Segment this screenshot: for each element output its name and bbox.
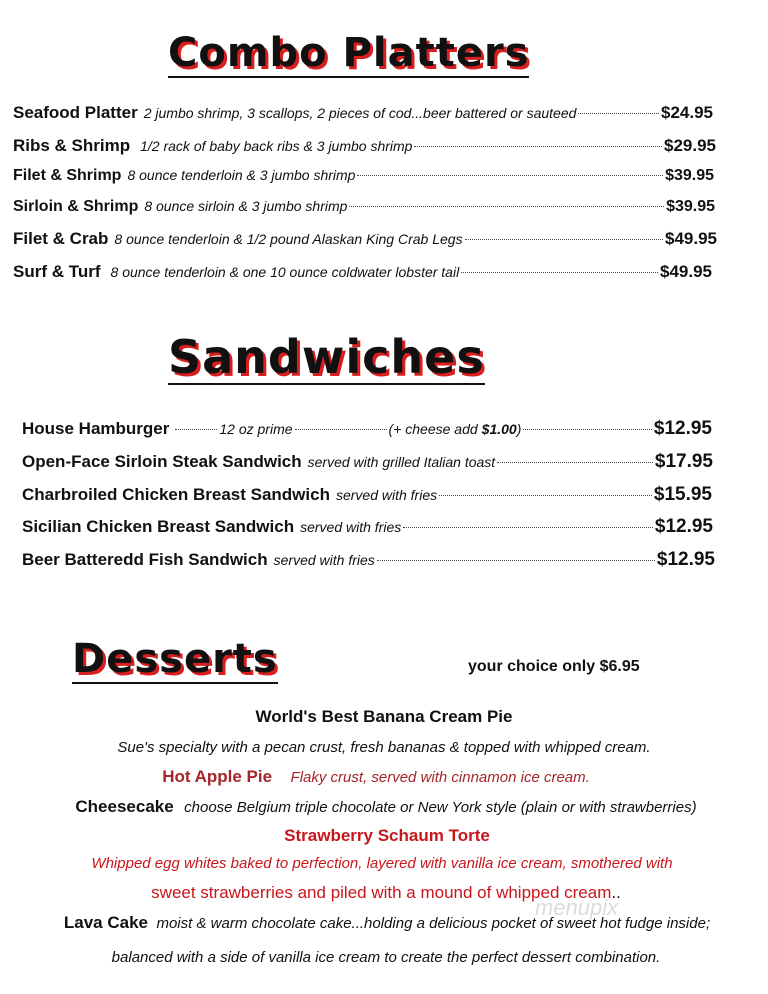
desserts-heading: Desserts bbox=[72, 636, 278, 682]
menu-item bbox=[13, 229, 717, 249]
item-price: $49.95 bbox=[665, 229, 717, 248]
lava-cake-name: Lava Cake bbox=[63, 913, 149, 932]
item-name: Filet & Shrimp bbox=[13, 167, 122, 184]
menu-item bbox=[13, 103, 713, 123]
menu-item bbox=[13, 167, 714, 185]
item-name: Beer Batteredd Fish Sandwich bbox=[22, 550, 268, 569]
item-name: Sirloin & Shrimp bbox=[13, 198, 139, 215]
item-description: served with grilled Italian toast bbox=[307, 454, 496, 470]
item-price: $15.95 bbox=[653, 484, 712, 505]
schaum-torte-description-text: sweet strawberries and piled with a mound of whipped cream bbox=[151, 883, 612, 902]
item-name: Seafood Platter bbox=[13, 103, 138, 122]
item-name: Open-Face Sirloin Steak Sandwich bbox=[22, 452, 302, 471]
item-name: Charbroiled Chicken Breast Sandwich bbox=[22, 485, 330, 504]
menu-item bbox=[22, 549, 715, 571]
dot-leader bbox=[295, 429, 387, 430]
cheesecake-description: choose Belgium triple chocolate or New York style (plain or with strawberries) bbox=[184, 799, 697, 816]
dot-leader bbox=[175, 429, 217, 430]
menu-item bbox=[22, 451, 713, 473]
dot-leader bbox=[523, 429, 652, 430]
item-description: 2 jumbo shrimp, 3 scallops, 2 pieces of cod...beer battered or sauteed bbox=[143, 105, 577, 121]
item-description: served with fries bbox=[300, 519, 402, 535]
item-description: 12 oz prime bbox=[219, 421, 293, 437]
banana-pie-name: World's Best Banana Cream Pie bbox=[255, 707, 513, 726]
item-price: $49.95 bbox=[660, 262, 712, 281]
item-price: $39.95 bbox=[666, 198, 715, 215]
cheese-price: $1.00 bbox=[481, 421, 517, 437]
menu-item bbox=[13, 198, 715, 216]
item-description: ) bbox=[516, 421, 522, 437]
lava-cake-description: moist & warm chocolate cake...holding a delicious pocket of sweet hot fudge inside; bbox=[156, 915, 711, 932]
dot-leader bbox=[403, 527, 653, 528]
dot-leader bbox=[461, 272, 658, 273]
apple-pie-description: Flaky crust, served with cinnamon ice cream. bbox=[290, 769, 590, 786]
dot-leader bbox=[497, 462, 653, 463]
dot-leader bbox=[414, 146, 662, 147]
item-description: 8 ounce sirloin & 3 jumbo shrimp bbox=[144, 198, 348, 214]
item-description: 8 ounce tenderloin & 1/2 pound Alaskan King Crab Legs bbox=[114, 231, 463, 247]
dot-leader bbox=[377, 560, 655, 561]
combo-platters-heading: Combo Platters bbox=[168, 30, 530, 76]
item-price: $12.95 bbox=[656, 549, 715, 570]
dessert-price-note: your choice only $6.95 bbox=[468, 658, 640, 675]
item-name: House Hamburger bbox=[22, 419, 170, 438]
lava-cake-description-2: balanced with a side of vanilla ice cream to create the perfect dessert combination. bbox=[111, 949, 661, 966]
watermark: menupix bbox=[535, 895, 619, 920]
dot-leader bbox=[465, 239, 663, 240]
banana-pie-description: Sue's specialty with a pecan crust, fresh bananas & topped with whipped cream. bbox=[117, 739, 651, 756]
item-price: $12.95 bbox=[653, 418, 712, 439]
item-price: $17.95 bbox=[654, 451, 713, 472]
menu-item bbox=[22, 418, 712, 440]
item-price: $29.95 bbox=[664, 136, 716, 155]
item-name: Sicilian Chicken Breast Sandwich bbox=[22, 517, 295, 536]
item-description: (+ cheese add bbox=[388, 421, 478, 437]
schaum-torte-ellipsis: .. bbox=[611, 883, 621, 902]
schaum-torte-description-2 bbox=[2, 883, 768, 903]
lava-cake-line bbox=[3, 913, 768, 933]
apple-pie-name: Hot Apple Pie bbox=[162, 767, 273, 786]
item-description: 1/2 rack of baby back ribs & 3 jumbo shrimp bbox=[140, 138, 413, 154]
apple-pie-line bbox=[0, 767, 760, 787]
cheesecake-line bbox=[2, 797, 768, 817]
schaum-torte-description: Whipped egg whites baked to perfection, layered with vanilla ice cream, smothered with bbox=[91, 855, 673, 872]
item-price: $12.95 bbox=[654, 516, 713, 537]
item-description: 8 ounce tenderloin & 3 jumbo shrimp bbox=[127, 167, 356, 183]
schaum-torte-name: Strawberry Schaum Torte bbox=[284, 826, 490, 845]
item-name: Filet & Crab bbox=[13, 229, 109, 248]
dot-leader bbox=[439, 495, 652, 496]
dot-leader bbox=[578, 113, 659, 114]
item-name: Surf & Turf bbox=[13, 262, 101, 281]
menu-item bbox=[13, 136, 716, 156]
menu-item bbox=[13, 262, 712, 282]
item-price: $39.95 bbox=[665, 167, 714, 184]
sandwiches-heading: Sandwiches bbox=[168, 330, 485, 384]
cheesecake-name: Cheesecake bbox=[75, 797, 174, 816]
menu-item bbox=[22, 484, 712, 506]
item-description: served with fries bbox=[335, 487, 438, 503]
dot-leader bbox=[357, 175, 663, 176]
item-price: $24.95 bbox=[661, 103, 713, 122]
menu-item bbox=[22, 516, 713, 538]
dot-leader bbox=[349, 206, 664, 207]
item-description: 8 ounce tenderloin & one 10 ounce coldwater lobster tail bbox=[110, 264, 460, 280]
item-description: served with fries bbox=[273, 552, 375, 568]
item-name: Ribs & Shrimp bbox=[13, 136, 131, 155]
